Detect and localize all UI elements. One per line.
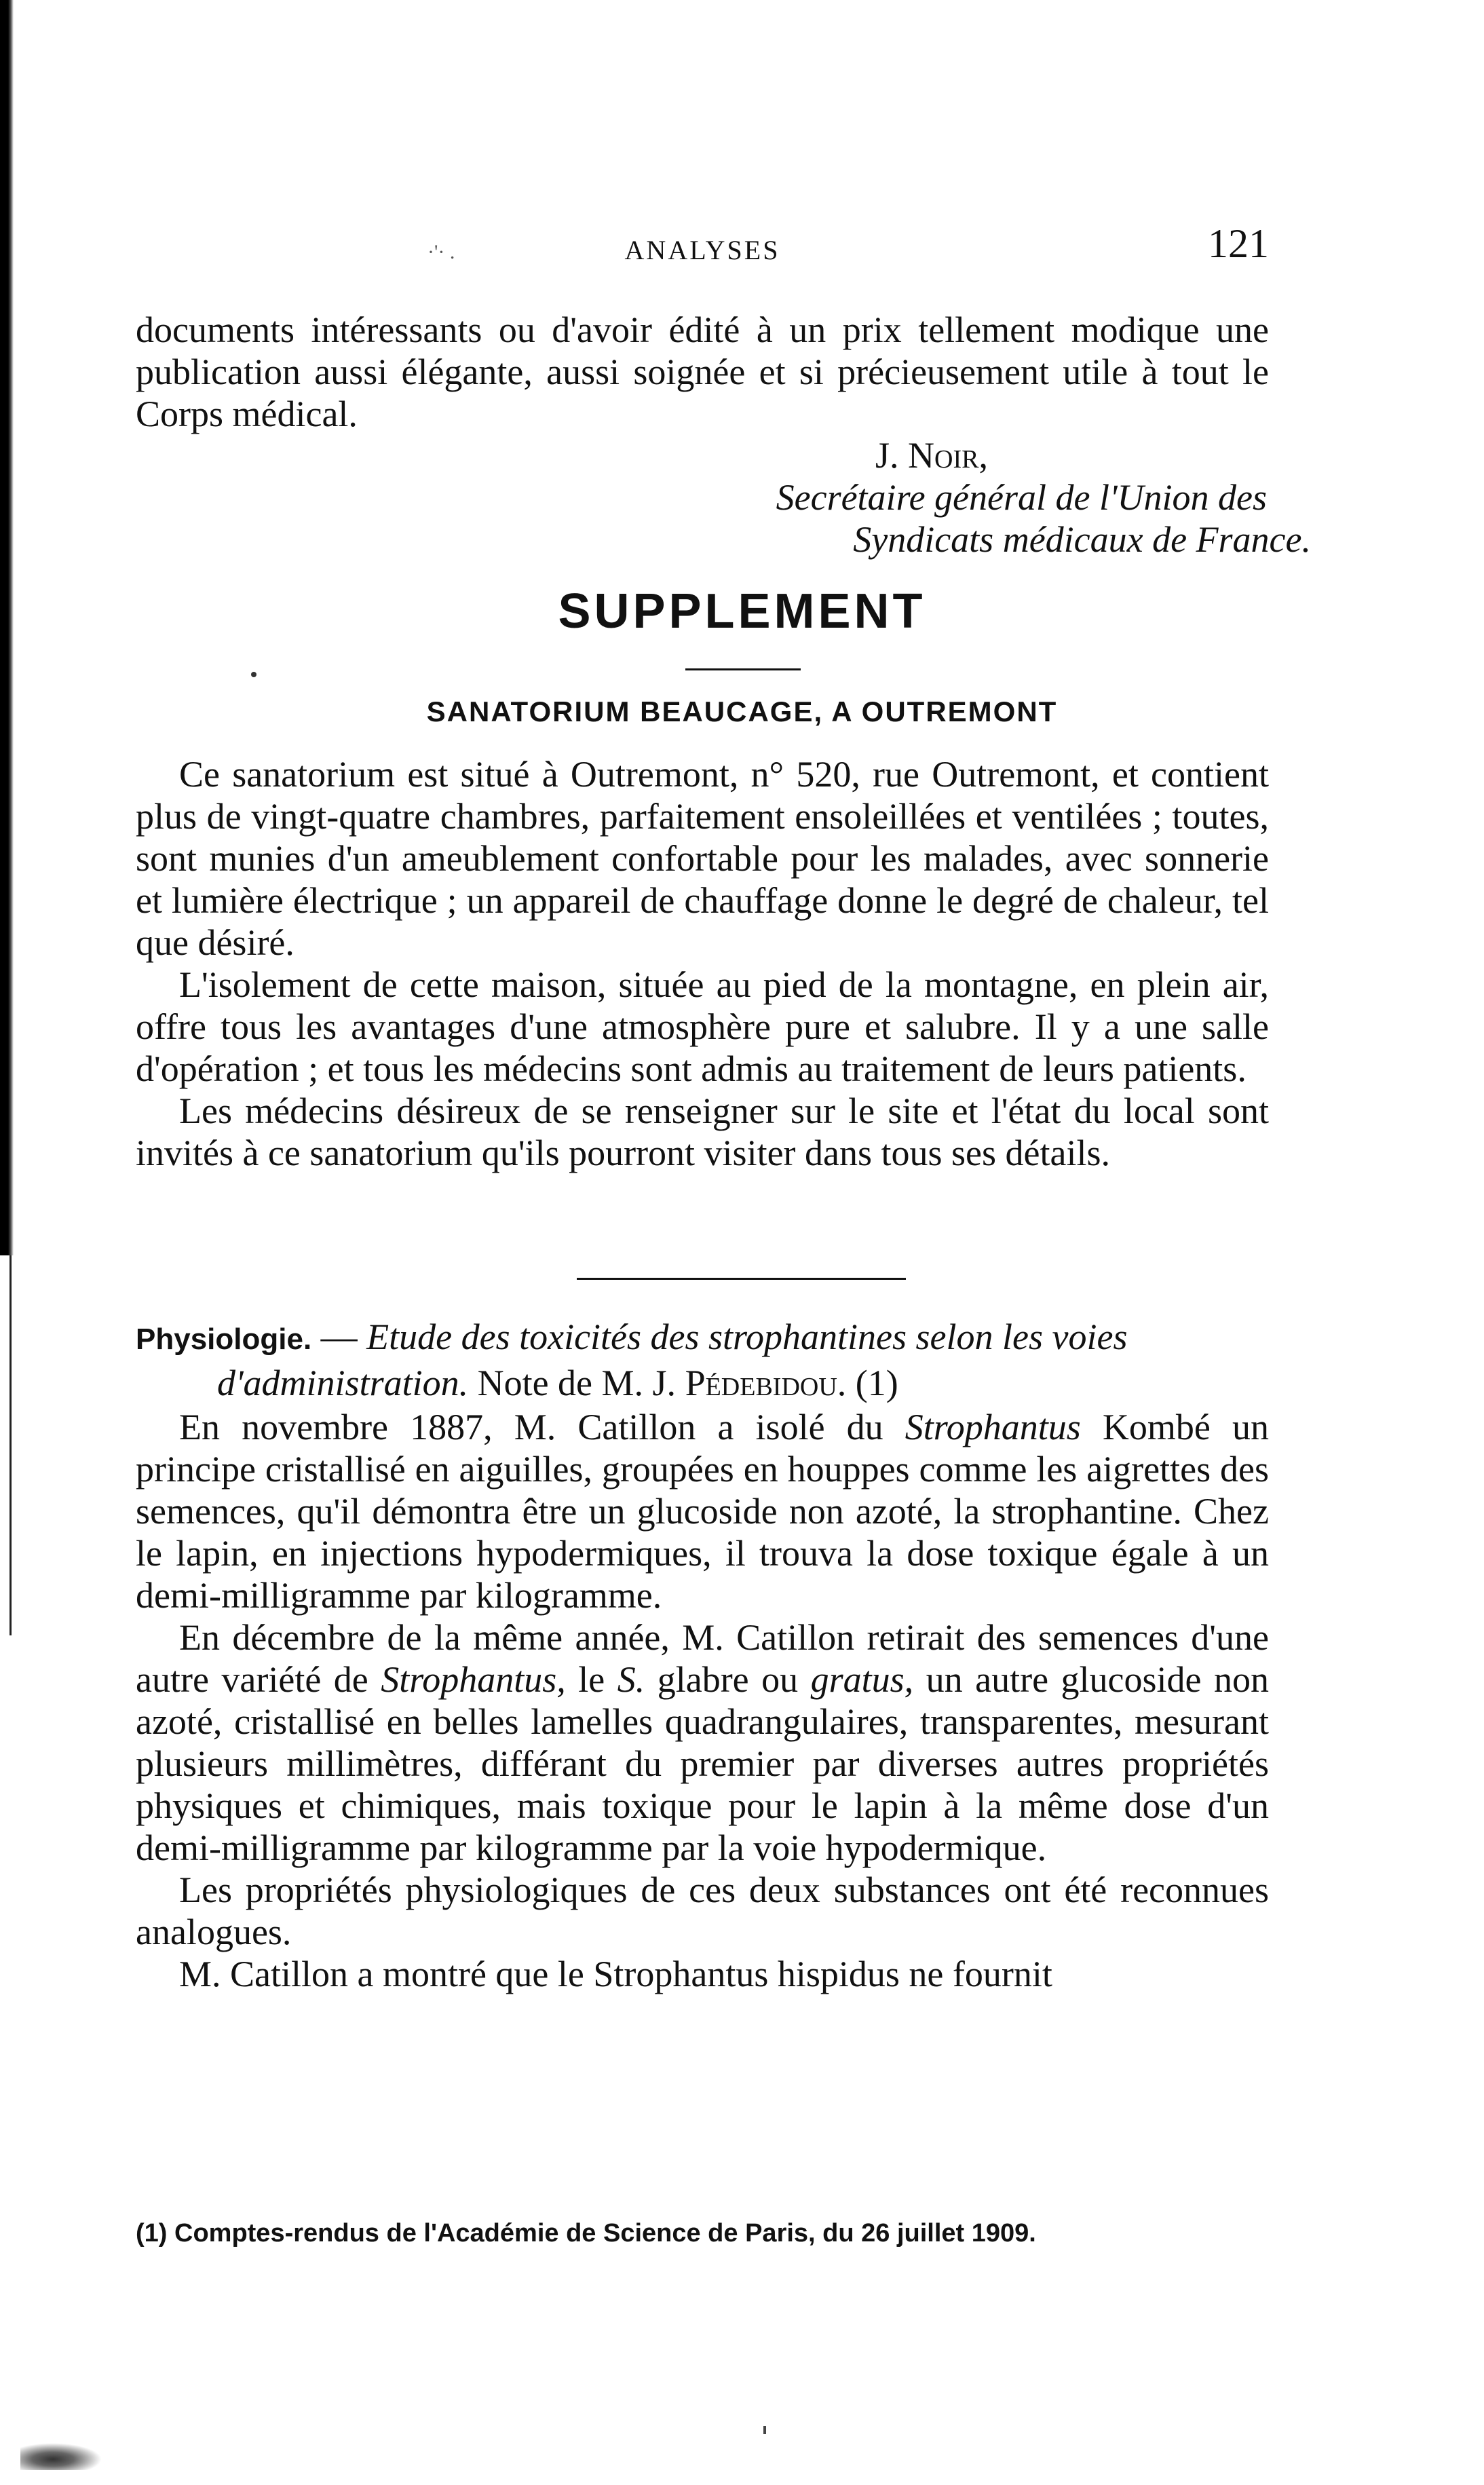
text-run-italic: Strophantus, <box>381 1659 566 1700</box>
article-paragraph-4: M. Catillon a montré que le Strophantus hispidus ne fournit <box>179 1954 1052 1994</box>
page-number: 121 <box>1208 221 1269 266</box>
text-run: En novembre 1887, M. Catillon a isolé du <box>179 1407 905 1447</box>
text-run: glabre ou <box>645 1659 811 1700</box>
article-paragraph-3: Les propriétés physiologiques de ces deux substances ont été reconnues analogues. <box>136 1870 1269 1952</box>
stray-mark <box>763 2426 766 2434</box>
article-label: Physiologie. <box>136 1323 312 1356</box>
article-title-line2: d'administration. <box>217 1363 469 1403</box>
article-body <box>136 1406 1269 1995</box>
section-divider <box>577 1278 906 1280</box>
signature-title-line2: Syndicats médicaux de France. <box>853 519 1311 560</box>
article-note-prefix: Note de M. J. <box>468 1363 685 1403</box>
supplement-paragraph: L'isolement de cette maison, située au pied de la montagne, en plein air, offre tous les avantages d'une atmosphère pure et salubre. Il y a une salle d'opération ; et tous les médecins sont admis au traitement de leurs patients. <box>136 964 1269 1089</box>
intro-block <box>136 309 1269 435</box>
text-run-italic: gratus, <box>810 1659 914 1700</box>
intro-paragraph: documents intéressants ou d'avoir édité à un prix tellement modique une publication aussi élégante, aussi soignée et si précieusement utile à tout le Corps médical. <box>136 309 1269 434</box>
text-run-italic: Strophantus <box>905 1407 1081 1447</box>
supplement-body <box>136 753 1269 1174</box>
page-header <box>136 221 1269 282</box>
signature-title-line1: Secrétaire général de l'Union des <box>776 477 1267 518</box>
signature-surname: Noir, <box>908 435 988 476</box>
footnote: (1) Comptes-rendus de l'Académie de Science de Paris, du 26 juillet 1909. <box>136 2219 1036 2247</box>
text-run: Kombé un principe cristallisé en aiguilles, groupées en houppes comme les aigrettes des semences, qu'il démontra être un glucoside non azoté, la strophantine. Chez le lapin, en injections hypodermiques, il trouva la dose toxique égale à un demi-milligramme par kilogramme. <box>136 1407 1270 1616</box>
running-head: ANALYSES <box>624 235 780 265</box>
title-rule <box>685 668 801 670</box>
signature-initial: J. <box>875 435 899 476</box>
stray-dot <box>251 672 256 677</box>
supplement-paragraph: Ce sanatorium est situé à Outremont, n° 520, rue Outremont, et contient plus de vingt-quatre chambres, parfaitement ensoleillées et ventilées ; toutes, sont munies d'un ameublement confortable pour les malades, avec sonnerie et lumière électrique ; un appareil de chauffage donne le degré de chaleur, tel que désiré. <box>136 754 1269 963</box>
footnote-ref: (1) <box>846 1363 898 1403</box>
signature-name <box>875 434 988 476</box>
supplement-heading: SANATORIUM BEAUCAGE, A OUTREMONT <box>426 696 1058 727</box>
article-heading <box>136 1315 1269 1405</box>
article-dash: — <box>311 1316 367 1357</box>
text-run: En décembre de la même année, M. Catillon retirait des semences d'une autre variété de <box>136 1617 1269 1700</box>
article-paragraph-1 <box>136 1406 1269 1616</box>
article-title-line1: Etude des toxicités des strophantines selon les voies <box>366 1316 1128 1357</box>
scan-artifact <box>20 2443 102 2470</box>
article-paragraph-2 <box>136 1616 1269 1869</box>
text-run: un autre glucoside non azoté, cristallisé en belles lamelles quadrangulaires, transparentes, mesurant plusieurs millimètres, différant du premier par diverses autres propriétés physiques et chimiques, mais toxique pour le lapin à la même dose d'un demi-milligramme par kilogramme par la voie hypodermique. <box>136 1659 1269 1868</box>
supplement-title: SUPPLEMENT <box>558 584 926 639</box>
header-marks: ·'· . <box>427 241 455 263</box>
supplement-paragraph: Les médecins désireux de se renseigner sur le site et l'état du local sont invités à ce sanatorium qu'ils pourront visiter dans tous ses détails. <box>136 1090 1269 1173</box>
text-run-italic: S. <box>617 1659 645 1700</box>
text-run: le <box>565 1659 617 1700</box>
article-author: Pédebidou. <box>685 1363 847 1403</box>
